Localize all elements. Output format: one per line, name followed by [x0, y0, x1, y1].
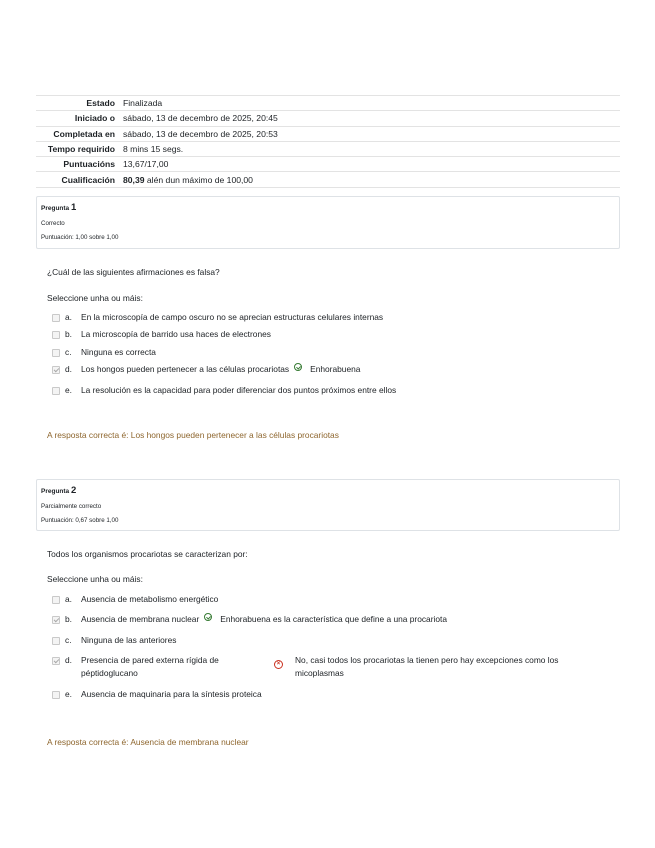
- answer-letter: d.: [65, 364, 72, 374]
- summary-value: Finalizada: [121, 96, 620, 111]
- grade-suffix: alén dun máximo de 100,00: [144, 174, 253, 185]
- answer-option[interactable]: [52, 384, 396, 397]
- answer-option[interactable]: [52, 311, 383, 324]
- answer-feedback-line: micoplasmas: [295, 668, 344, 679]
- answer-feedback-line: No, casi todos los procariotas la tienen pero hay excepciones como los: [295, 655, 559, 665]
- incorrect-icon-wrap: [274, 654, 295, 669]
- answer-checkbox[interactable]: [52, 314, 60, 322]
- summary-label: Puntuacións: [36, 157, 121, 172]
- summary-row-grade: [36, 172, 620, 187]
- summary-value: sábado, 13 de decembro de 2025, 20:45: [121, 111, 620, 126]
- answer-text-line: péptidoglucano: [81, 668, 138, 679]
- answer-letter: e.: [65, 689, 72, 699]
- question-grade: Puntuación: 0,67 sobre 1,00: [41, 517, 119, 525]
- answer-text: Los hongos pueden pertenecer a las células procariotas: [81, 364, 290, 374]
- answer-letter: d.: [65, 655, 72, 665]
- question-number: [41, 485, 615, 498]
- answer-text: Ausencia de maquinaria para la síntesis proteica: [81, 689, 262, 699]
- summary-value: sábado, 13 de decembro de 2025, 20:53: [121, 126, 620, 141]
- answer-text: Ausencia de metabolismo energético: [81, 594, 219, 604]
- summary-label: Tempo requirido: [36, 141, 121, 156]
- answer-feedback: [295, 654, 559, 680]
- answer-option[interactable]: [52, 363, 360, 376]
- question-1-right-answer: A resposta correcta é: Los hongos pueden pertenecer a las células procariotas: [47, 430, 339, 440]
- answer-option[interactable]: [52, 346, 156, 359]
- answer-checkbox[interactable]: [52, 637, 60, 645]
- incorrect-x-icon: ×: [274, 660, 283, 669]
- summary-row-marks: [36, 157, 620, 172]
- summary-row-time-taken: [36, 141, 620, 156]
- answer-checkbox-checked[interactable]: [52, 657, 60, 665]
- answer-letter: c.: [65, 635, 72, 645]
- summary-row-started: [36, 111, 620, 126]
- correct-check-icon: [204, 613, 212, 621]
- question-2-prompt: Seleccione unha ou máis:: [47, 574, 143, 584]
- question-prefix: Pregunta: [41, 205, 71, 212]
- answer-checkbox[interactable]: [52, 387, 60, 395]
- answer-checkbox[interactable]: [52, 331, 60, 339]
- answer-text: En la microscopía de campo oscuro no se aprecian estructuras celulares internas: [81, 312, 384, 322]
- answer-text: Ninguna es correcta: [81, 347, 156, 357]
- question-state: Parcialmente correcto: [41, 502, 102, 510]
- question-1-prompt: Seleccione unha ou máis:: [47, 293, 143, 303]
- summary-row-completed: [36, 126, 620, 141]
- question-number-value: 2: [70, 485, 77, 496]
- answer-checkbox[interactable]: [52, 349, 60, 357]
- answer-checkbox-checked[interactable]: [52, 366, 60, 374]
- answer-text: Ausencia de membrana nuclear: [81, 614, 200, 624]
- answer-option[interactable]: [52, 634, 176, 647]
- summary-label: Cualificación: [36, 172, 121, 187]
- answer-option[interactable]: [52, 688, 262, 701]
- summary-label: Iniciado o: [36, 111, 121, 126]
- answer-text: [81, 654, 274, 680]
- answer-letter: b.: [65, 614, 72, 624]
- answer-option[interactable]: [52, 654, 559, 680]
- question-prefix: Pregunta: [41, 488, 71, 495]
- answer-letter: b.: [65, 329, 72, 339]
- answer-letter: e.: [65, 385, 72, 395]
- question-2-right-answer: A resposta correcta é: Ausencia de membrana nuclear: [47, 737, 249, 747]
- answer-option[interactable]: [52, 328, 271, 341]
- grade-value: 80,39: [123, 174, 145, 185]
- correct-check-icon: [294, 363, 302, 371]
- question-1-text: ¿Cuál de las siguientes afirmaciones es falsa?: [47, 267, 220, 277]
- answer-checkbox-checked[interactable]: [52, 616, 60, 624]
- answer-letter: a.: [65, 594, 72, 604]
- answer-feedback: Enhorabuena es la característica que define a una procariota: [220, 614, 447, 624]
- answer-text: Ninguna de las anteriores: [81, 635, 177, 645]
- summary-label: Completada en: [36, 126, 121, 141]
- answer-option[interactable]: [52, 613, 447, 626]
- question-2-info: [36, 479, 620, 531]
- answer-checkbox[interactable]: [52, 691, 60, 699]
- summary-value: 13,67/17,00: [121, 157, 620, 172]
- question-number-value: 1: [70, 202, 77, 213]
- answer-text-line: Presencia de pared externa rígida de: [81, 655, 219, 665]
- answer-letter: a.: [65, 312, 72, 322]
- question-2-text: Todos los organismos procariotas se caracterizan por:: [47, 549, 248, 559]
- answer-feedback: Enhorabuena: [310, 364, 361, 374]
- answer-letter: c.: [65, 347, 72, 357]
- summary-value: [121, 172, 620, 187]
- summary-row-state: [36, 96, 620, 111]
- attempt-summary-table: [36, 95, 620, 188]
- question-1-info: [36, 196, 620, 249]
- question-grade: Puntuación: 1,00 sobre 1,00: [41, 234, 119, 242]
- summary-value: 8 mins 15 segs.: [121, 141, 620, 156]
- question-number: [41, 202, 615, 215]
- answer-option[interactable]: [52, 593, 218, 606]
- answer-text: La resolución es la capacidad para poder diferenciar dos puntos próximos entre ellos: [81, 385, 397, 395]
- answer-text: La microscopía de barrido usa haces de electrones: [81, 329, 271, 339]
- answer-checkbox[interactable]: [52, 596, 60, 604]
- question-state: Correcto: [41, 219, 65, 227]
- summary-label: Estado: [36, 96, 121, 111]
